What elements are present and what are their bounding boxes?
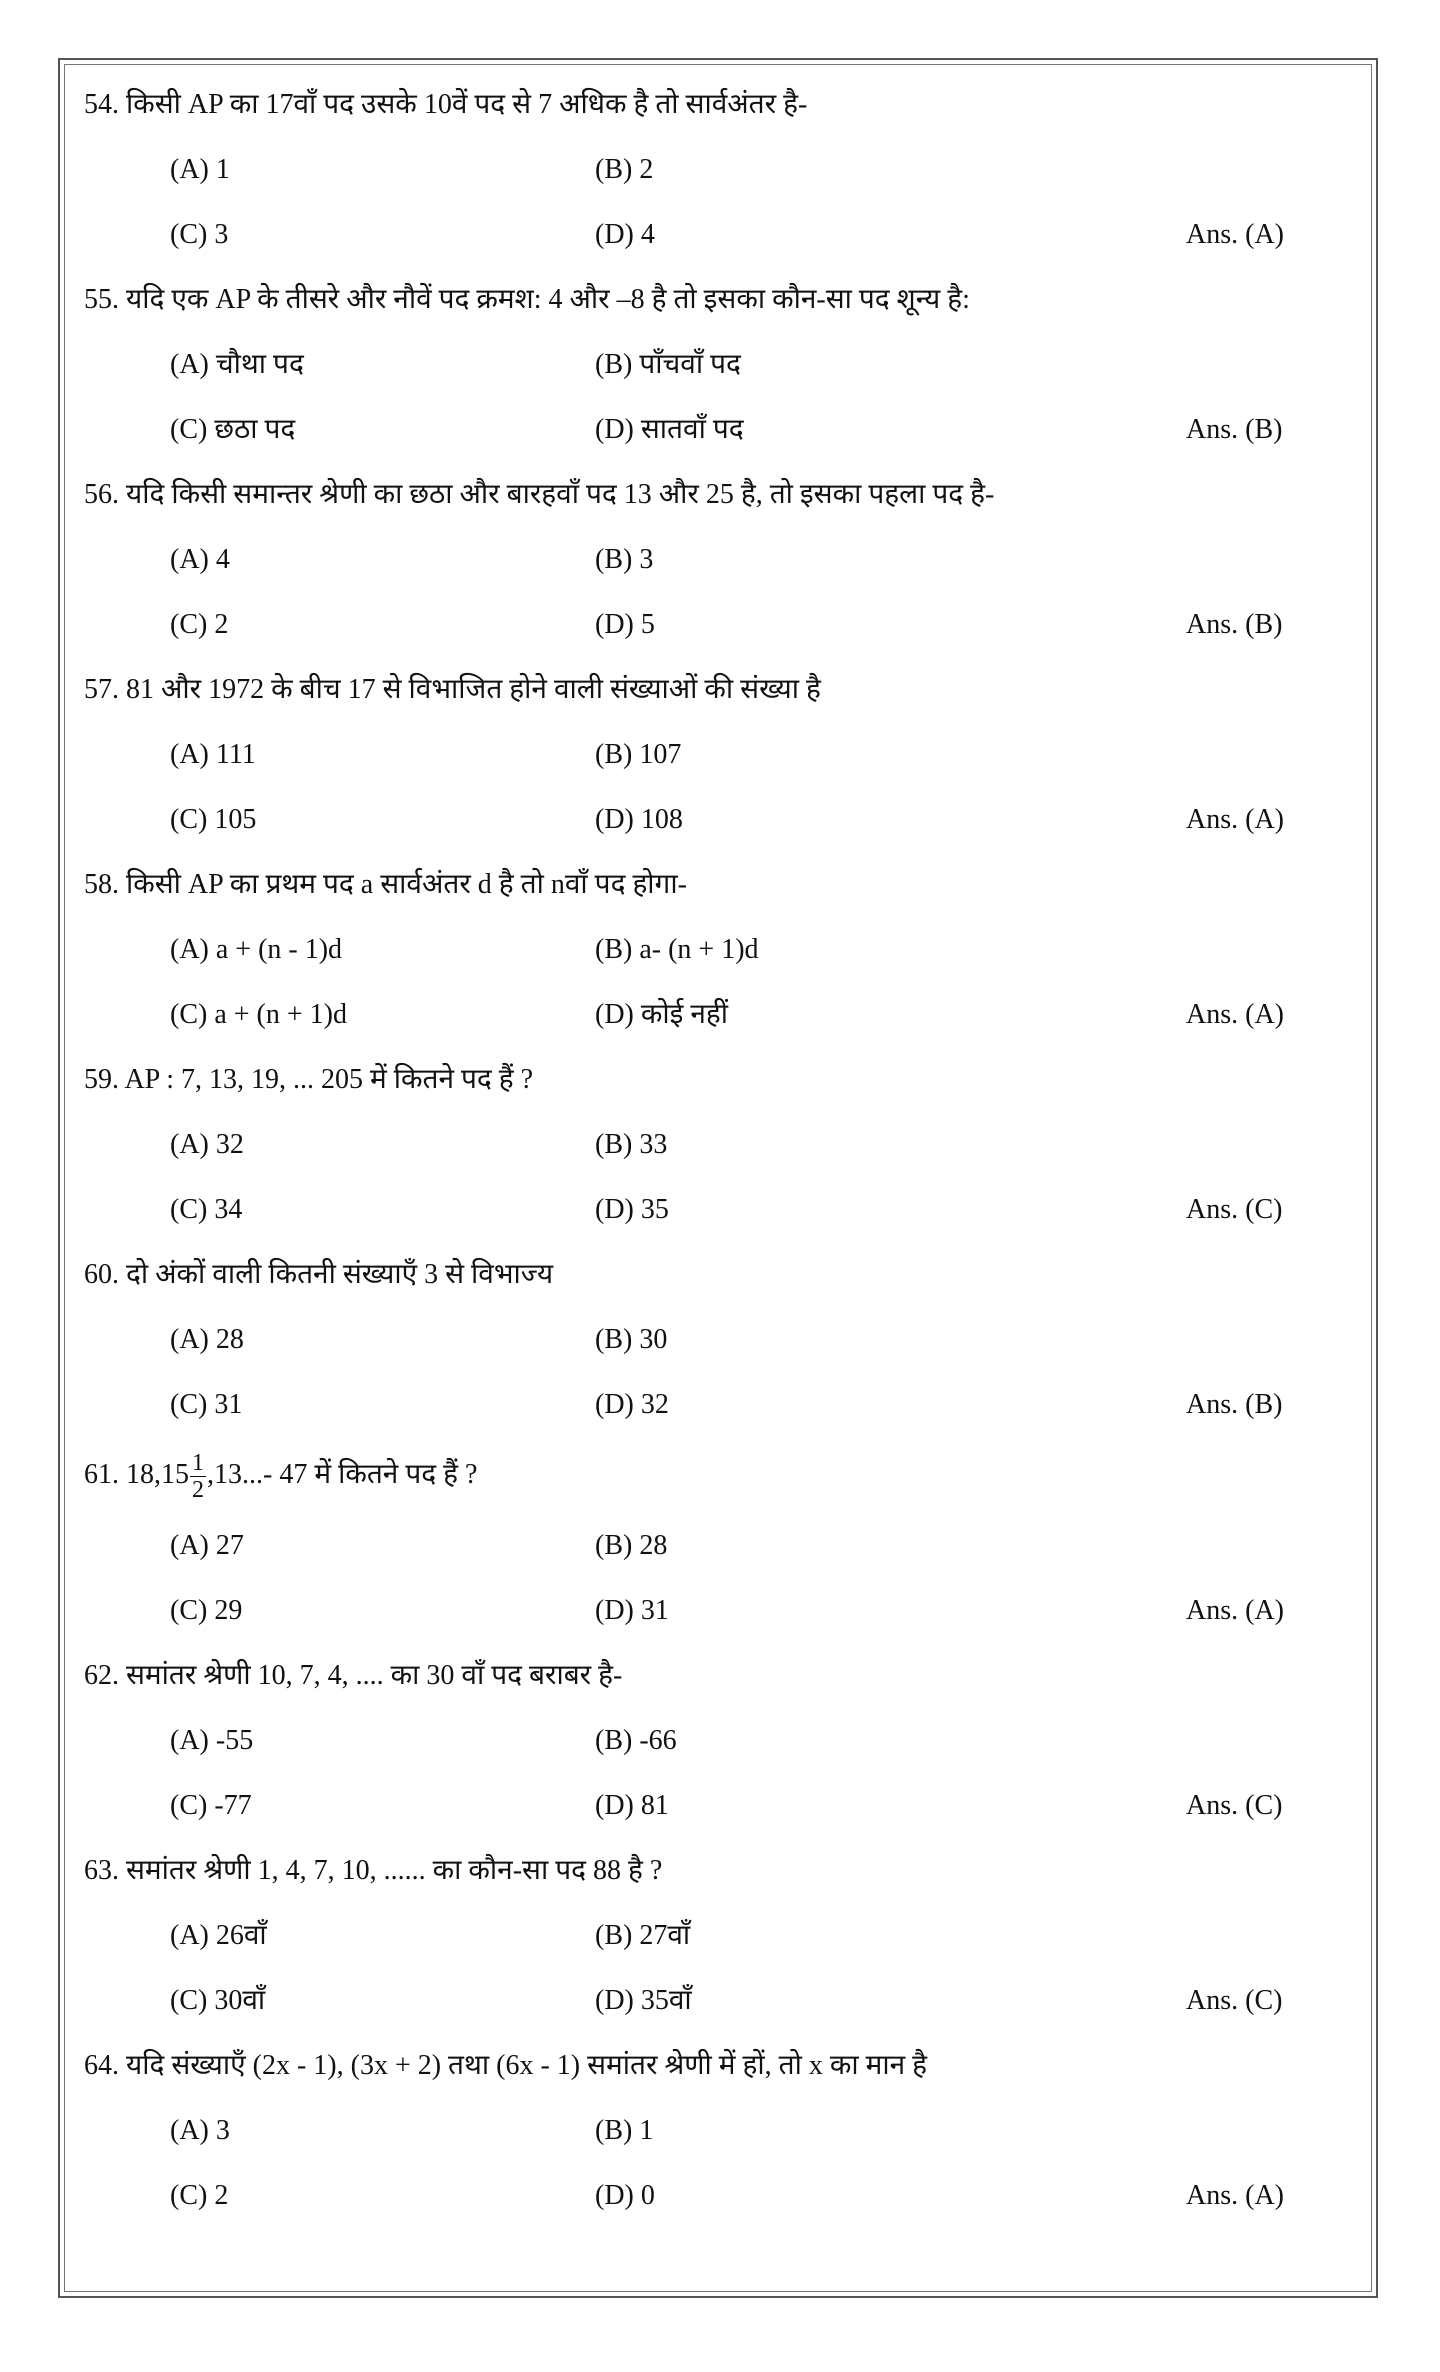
options-row-1 xyxy=(84,1112,1304,1177)
options-row-2 xyxy=(84,2163,1304,2228)
option-b: (B) 27वाँ xyxy=(595,1920,691,1951)
option-a: (A) -55 xyxy=(170,1725,254,1756)
question-text: 55. यदि एक AP के तीसरे और नौवें पद क्रमश: 4 और –8 है तो इसका कौन-सा पद शून्य है: xyxy=(84,284,970,315)
option-b: (B) 33 xyxy=(595,1129,668,1160)
question-text-start: 61. 18,15 xyxy=(84,1459,189,1490)
option-c: (C) 30वाँ xyxy=(170,1985,266,2016)
options-row-1 xyxy=(84,1513,1304,1578)
options-row-1 xyxy=(84,917,1304,982)
question-text: 57. 81 और 1972 के बीच 17 से विभाजित होने वाली संख्याओं की संख्या है xyxy=(84,674,821,705)
options-row-2 xyxy=(84,202,1304,267)
options-row-1 xyxy=(84,137,1304,202)
question-text: 63. समांतर श्रेणी 1, 4, 7, 10, ...... का कौन-सा पद 88 है ? xyxy=(84,1855,663,1886)
question-56 xyxy=(84,462,1304,657)
question-57 xyxy=(84,657,1304,852)
options-row-2 xyxy=(84,1372,1304,1437)
option-a: (A) 1 xyxy=(170,154,230,185)
option-d: (D) 81 xyxy=(595,1790,669,1821)
option-c: (C) छठा पद xyxy=(170,414,296,445)
answer-label: Ans. (A) xyxy=(1186,804,1284,835)
option-c: (C) 2 xyxy=(170,609,229,640)
option-d: (D) 108 xyxy=(595,804,683,835)
option-b: (B) 107 xyxy=(595,739,682,770)
fraction xyxy=(190,1451,206,1502)
options-row-2 xyxy=(84,592,1304,657)
question-text: 62. समांतर श्रेणी 10, 7, 4, .... का 30 वाँ पद बराबर है- xyxy=(84,1660,623,1691)
fraction-numerator: 1 xyxy=(192,1450,204,1477)
options-row-1 xyxy=(84,2098,1304,2163)
question-text: 60. दो अंकों वाली कितनी संख्याएँ 3 से विभाज्य xyxy=(84,1259,554,1290)
option-d: (D) 0 xyxy=(595,2180,655,2211)
option-b: (B) 30 xyxy=(595,1324,668,1355)
options-row-1 xyxy=(84,1307,1304,1372)
option-c: (C) 105 xyxy=(170,804,257,835)
option-b: (B) -66 xyxy=(595,1725,677,1756)
option-a: (A) 27 xyxy=(170,1530,244,1561)
options-row-2 xyxy=(84,1578,1304,1643)
answer-label: Ans. (A) xyxy=(1186,2180,1284,2211)
options-row-2 xyxy=(84,1177,1304,1242)
option-a: (A) 32 xyxy=(170,1129,244,1160)
option-b: (B) 3 xyxy=(595,544,654,575)
question-text: 59. AP : 7, 13, 19, ... 205 में कितने पद हैं ? xyxy=(84,1064,534,1095)
option-b: (B) 28 xyxy=(595,1530,668,1561)
option-b: (B) 1 xyxy=(595,2115,654,2146)
options-row-2 xyxy=(84,787,1304,852)
options-row-1 xyxy=(84,1903,1304,1968)
question-64 xyxy=(84,2033,1304,2228)
question-55 xyxy=(84,267,1304,462)
question-60 xyxy=(84,1242,1304,1437)
question-list xyxy=(84,72,1304,2228)
question-59 xyxy=(84,1047,1304,1242)
answer-label: Ans. (A) xyxy=(1186,999,1284,1030)
option-b: (B) 2 xyxy=(595,154,654,185)
option-b: (B) a- (n + 1)d xyxy=(595,934,759,965)
option-a: (A) a + (n - 1)d xyxy=(170,934,343,965)
options-row-2 xyxy=(84,1968,1304,2033)
option-d: (D) 32 xyxy=(595,1389,669,1420)
option-c: (C) 3 xyxy=(170,219,229,250)
option-c: (C) a + (n + 1)d xyxy=(170,999,347,1030)
question-text: 64. यदि संख्याएँ (2x - 1), (3x + 2) तथा (6x - 1) समांतर श्रेणी में हों, तो x का मान है xyxy=(84,2050,928,2081)
options-row-1 xyxy=(84,527,1304,592)
answer-label: Ans. (A) xyxy=(1186,219,1284,250)
option-d: (D) 4 xyxy=(595,219,655,250)
question-text xyxy=(84,1437,1304,1513)
option-d: (D) 35वाँ xyxy=(595,1985,692,2016)
options-row-1 xyxy=(84,722,1304,787)
answer-label: Ans. (A) xyxy=(1186,1595,1284,1626)
option-a: (A) 4 xyxy=(170,544,230,575)
option-d: (D) सातवाँ पद xyxy=(595,414,744,445)
option-d: (D) कोई नहीं xyxy=(595,999,729,1030)
fraction-denominator: 2 xyxy=(192,1477,204,1504)
question-text: 56. यदि किसी समान्तर श्रेणी का छठा और बारहवाँ पद 13 और 25 है, तो इसका पहला पद है- xyxy=(84,479,995,510)
answer-label: Ans. (B) xyxy=(1186,609,1283,640)
option-b: (B) पाँचवाँ पद xyxy=(595,349,741,380)
options-row-1 xyxy=(84,332,1304,397)
question-54 xyxy=(84,72,1304,267)
question-text: 58. किसी AP का प्रथम पद a सार्वअंतर d है तो nवाँ पद होगा- xyxy=(84,869,687,900)
question-62 xyxy=(84,1643,1304,1838)
question-61 xyxy=(84,1437,1304,1643)
answer-label: Ans. (C) xyxy=(1186,1194,1283,1225)
answer-label: Ans. (B) xyxy=(1186,414,1283,445)
option-c: (C) 34 xyxy=(170,1194,243,1225)
options-row-2 xyxy=(84,982,1304,1047)
answer-label: Ans. (B) xyxy=(1186,1389,1283,1420)
option-d: (D) 31 xyxy=(595,1595,669,1626)
option-a: (A) 111 xyxy=(170,739,256,770)
option-a: (A) चौथा पद xyxy=(170,349,304,380)
question-63 xyxy=(84,1838,1304,2033)
options-row-2 xyxy=(84,397,1304,462)
question-text-end: ,13...- 47 में कितने पद हैं ? xyxy=(207,1459,478,1490)
options-row-1 xyxy=(84,1708,1304,1773)
option-c: (C) 2 xyxy=(170,2180,229,2211)
option-d: (D) 35 xyxy=(595,1194,669,1225)
option-d: (D) 5 xyxy=(595,609,655,640)
option-a: (A) 3 xyxy=(170,2115,230,2146)
options-row-2 xyxy=(84,1773,1304,1838)
option-c: (C) 29 xyxy=(170,1595,243,1626)
option-a: (A) 26वाँ xyxy=(170,1920,267,1951)
question-text: 54. किसी AP का 17वाँ पद उसके 10वें पद से 7 अधिक है तो सार्वअंतर है- xyxy=(84,89,808,120)
question-58 xyxy=(84,852,1304,1047)
answer-label: Ans. (C) xyxy=(1186,1985,1283,2016)
answer-label: Ans. (C) xyxy=(1186,1790,1283,1821)
option-c: (C) -77 xyxy=(170,1790,252,1821)
option-a: (A) 28 xyxy=(170,1324,244,1355)
option-c: (C) 31 xyxy=(170,1389,243,1420)
